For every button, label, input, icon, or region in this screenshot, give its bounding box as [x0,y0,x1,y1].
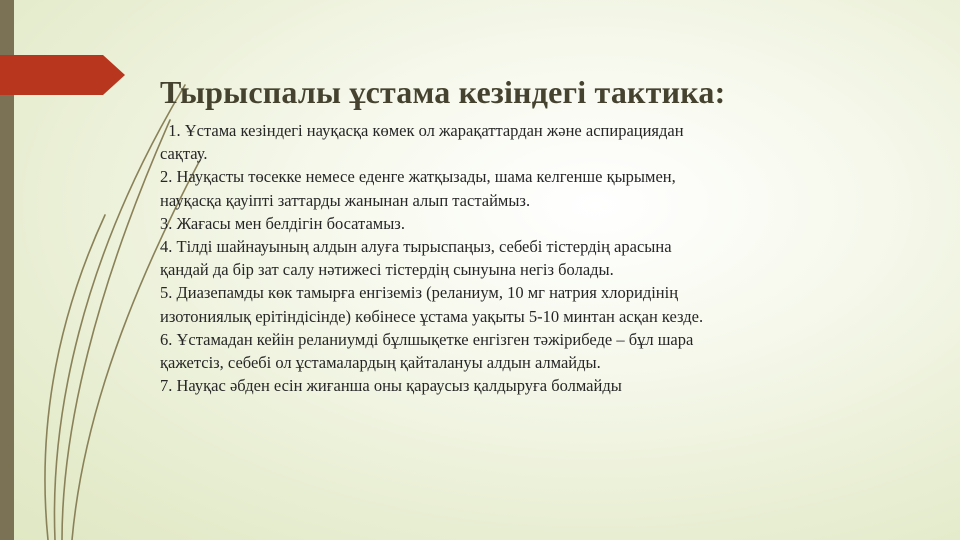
body-line: 5. Диазепамды көк тамырға енгіземіз (реланиум, 10 мг натрия хлоридінің [160,283,679,303]
body-line: 2. Науқасты төсекке немесе еденге жатқызады, шама келгенше қырымен, [160,167,676,187]
body-line: 3. Жағасы мен белдігін босатамыз. [160,213,405,233]
slide-title: Тырыспалы ұстама кезіндегі тактика: [160,74,726,110]
accent-arrow-shape [0,55,125,95]
body-line: 4. Тілді шайнауының алдын алуға тырыспаңыз, себебі тістердің арасына [160,237,672,257]
slide-body [160,119,840,397]
body-line: қажетсіз, себебі ол ұстамалардың қайталануы алдын алмайды. [160,353,601,373]
body-line: науқасқа қауіпті заттарды жанынан алып тастаймыз. [160,190,531,210]
body-line: 6. Ұстамадан кейін реланиумді бұлшықетке енгізген тәжірибеде – бұл шара [160,329,694,349]
body-line: сақтау. [160,144,208,164]
body-line: изотониялық ерітіндісінде) көбінесе ұстама уақыты 5-10 минтан асқан кезде. [160,306,704,326]
body-line: 7. Науқас әбден есін жиғанша оны қараусыз қалдыруға болмайды [160,376,622,396]
body-line: 1. Ұстама кезіндегі науқасқа көмек ол жарақаттардан және аспирациядан [160,121,684,140]
body-line: қандай да бір зат салу нәтижесі тістердің сынуына негіз болады. [160,260,614,280]
